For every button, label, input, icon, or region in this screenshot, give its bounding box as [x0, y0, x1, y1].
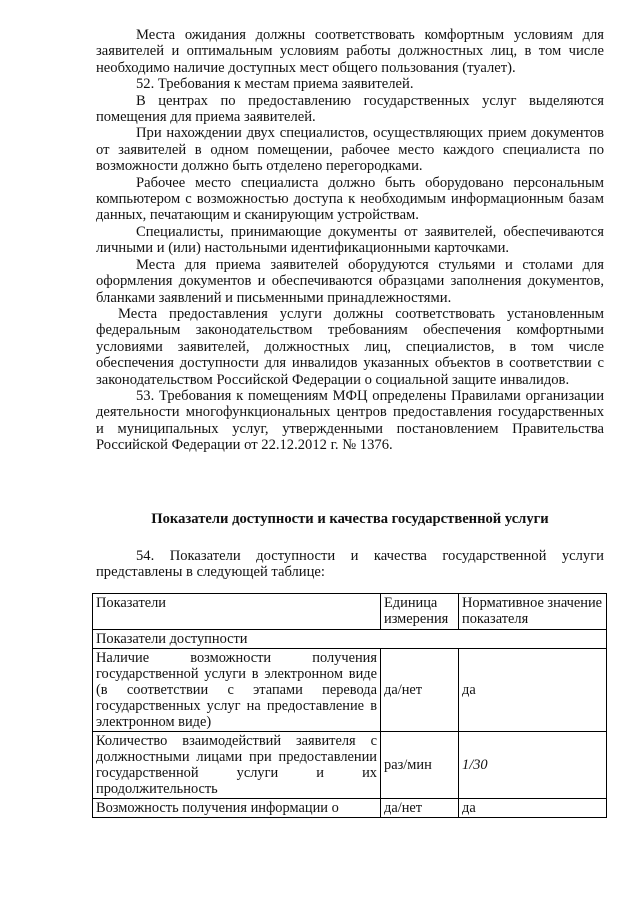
paragraph: Места для приема заявителей оборудуются стульями и столами для оформления документов и обеспечиваются образцами заполнения документов, бланками заявлений и письменными принадлежностями.	[96, 256, 604, 306]
header-cell: Показатели	[93, 594, 381, 630]
indicator-cell: Наличие возможности получения государственной услуги в электронном виде (в соответствии с этапами перевода государственных услуг на предоставление в электронном виде)	[93, 649, 381, 732]
section-cell: Показатели доступности	[93, 630, 607, 649]
unit-cell: да/нет	[381, 649, 459, 732]
body-text	[96, 27, 604, 454]
indicator-cell: Возможность получения информации о	[93, 799, 381, 818]
paragraph: 53. Требования к помещениям МФЦ определены Правилами организации деятельности многофункциональных центров предоставления государственных и муниципальных услуг, утвержденными постановлением Правительства Российской Федерации от 22.12.2012 г. № 1376.	[96, 387, 604, 454]
table-section-row	[93, 630, 607, 649]
value-cell: да	[459, 649, 607, 732]
paragraph: Места ожидания должны соответствовать комфортным условиям для заявителей и оптимальным условиям работы должностных лиц, в том числе необходимо наличие доступных мест общего пользования (туалет).	[96, 27, 604, 76]
paragraph: Рабочее место специалиста должно быть оборудовано персональным компьютером с возможностью доступа к необходимым информационным базам данных, печатающим и сканирующим устройствам.	[96, 174, 604, 224]
paragraph: При нахождении двух специалистов, осуществляющих прием документов от заявителей в одном помещении, рабочее место каждого специалиста по возможности должно быть отделено перегородками.	[96, 125, 604, 175]
header-cell: Нормативное значение показателя	[459, 594, 607, 630]
indicator-cell: Количество взаимодействий заявителя с должностными лицами при предоставлении государственной услуги и их продолжительность	[93, 732, 381, 799]
paragraph: 52. Требования к местам приема заявителей.	[136, 76, 414, 93]
table-row	[93, 649, 607, 732]
unit-cell: да/нет	[381, 799, 459, 818]
unit-cell: раз/мин	[381, 732, 459, 799]
header-cell: Единица измерения	[381, 594, 459, 630]
section-heading: Показатели доступности и качества государственной услуги	[151, 511, 549, 527]
value-cell: да	[459, 799, 607, 818]
paragraph: Специалисты, принимающие документы от заявителей, обеспечиваются личными и (или) настольными идентификационными карточками.	[96, 223, 604, 257]
table-row	[93, 799, 607, 818]
table-row	[93, 732, 607, 799]
value-cell: 1/30	[459, 732, 607, 799]
paragraph: Места предоставления услуги должны соответствовать установленным федеральным законодательством требованиям обеспечения комфортными условиями заявителей, должностных лиц, специалистов, в том числе обеспечения доступности для инвалидов указанных объектов в соответствии с законодательством Российской Федерации о социальной защите инвалидов.	[96, 305, 604, 388]
table-header-row	[93, 594, 607, 630]
table-intro: 54. Показатели доступности и качества государственной услуги представлены в следующей таблице:	[96, 548, 604, 581]
indicators-table	[92, 593, 607, 818]
paragraph: В центрах по предоставлению государственных услуг выделяются помещения для приема заявителей.	[96, 92, 604, 126]
